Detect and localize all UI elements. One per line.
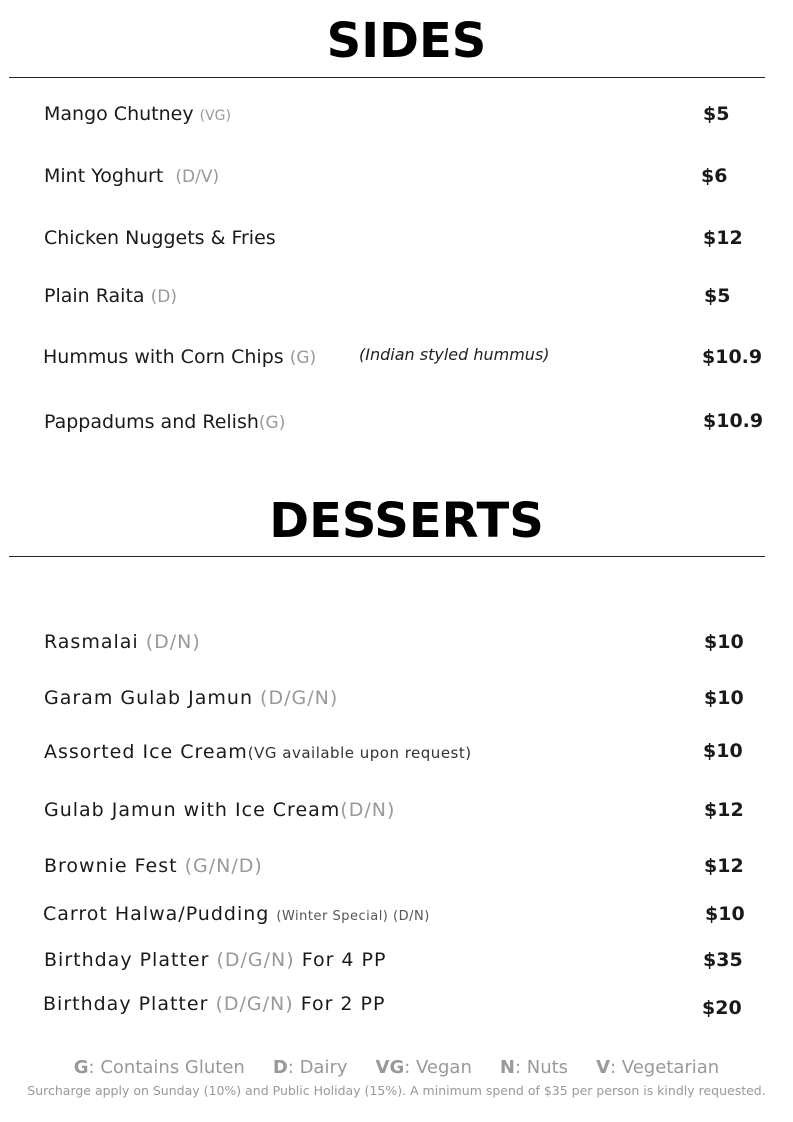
item-price: $10: [704, 687, 744, 709]
item-price: $10.9: [702, 346, 763, 368]
dietary-tag: (D/N): [340, 799, 396, 821]
item-name: Hummus with Corn Chips: [43, 346, 284, 368]
menu-item-mint-yoghurt: [0, 164, 793, 200]
dietary-tag: (D): [150, 287, 177, 307]
item-name: Chicken Nuggets & Fries: [44, 227, 276, 249]
menu-item-garam-gulab-jamun: [0, 686, 793, 722]
menu-item-gulab-jamun-ice-cream: [0, 798, 793, 834]
dietary-tag: (D/G/N): [216, 949, 295, 971]
item-name: Mint Yoghurt: [44, 165, 164, 187]
dietary-tag: (G/N/D): [184, 855, 263, 877]
desserts-divider: [9, 556, 765, 557]
item-name: Rasmalai: [44, 631, 139, 653]
item-suffix: For 4 PP: [301, 949, 387, 971]
item-price: $10: [703, 740, 743, 762]
item-price: $5: [704, 285, 731, 307]
surcharge-footnote: Surcharge apply on Sunday (10%) and Public Holiday (15%). A minimum spend of $35 per person is kindly requested.: [27, 1083, 766, 1098]
menu-item-pappadums: [0, 410, 793, 446]
item-price: $20: [702, 997, 742, 1019]
item-price: $10: [704, 631, 744, 653]
legend-dairy: D: Dairy: [272, 1057, 348, 1078]
sides-divider: [9, 77, 765, 78]
item-price: $12: [703, 227, 743, 249]
dietary-tag: (G): [289, 348, 317, 368]
item-note: (Indian styled hummus): [359, 345, 550, 364]
legend-nuts: N: Nuts: [499, 1057, 569, 1078]
item-name: Assorted Ice Cream: [44, 741, 248, 763]
item-name: Garam Gulab Jamun: [44, 687, 253, 709]
menu-item-brownie-fest: [0, 854, 793, 890]
dietary-tag: (VG): [199, 108, 231, 124]
dietary-tag: (VG available upon request): [247, 744, 472, 762]
dietary-tag: (G): [258, 413, 286, 433]
item-price: $10.9: [703, 410, 764, 432]
item-name: Birthday Platter: [43, 993, 209, 1015]
item-price: $10: [705, 903, 745, 925]
menu-item-assorted-ice-cream: [0, 740, 793, 776]
item-name: Brownie Fest: [44, 855, 178, 877]
item-name: Mango Chutney: [44, 103, 194, 125]
menu-item-carrot-halwa: [0, 902, 793, 938]
dietary-tag: (Winter Special) (D/N): [276, 909, 430, 924]
menu-item-chicken-nuggets: [0, 226, 793, 262]
item-price: $35: [703, 949, 743, 971]
menu-item-birthday-platter-4: [0, 948, 793, 984]
desserts-title: DESSERTS: [269, 493, 544, 549]
sides-title: SIDES: [326, 13, 487, 69]
item-price: $5: [703, 103, 730, 125]
dietary-tag: (D/N): [145, 631, 201, 653]
menu-item-birthday-platter-2: [0, 992, 793, 1028]
legend-vegan: VG: Vegan: [375, 1057, 472, 1078]
dietary-tag: (D/G/N): [260, 687, 339, 709]
menu-item-hummus: [0, 344, 793, 380]
item-suffix: For 2 PP: [300, 993, 386, 1015]
menu-item-plain-raita: [0, 284, 793, 320]
item-price: $12: [704, 799, 744, 821]
item-name: Pappadums and Relish: [44, 411, 259, 433]
item-name: Birthday Platter: [44, 949, 210, 971]
menu-item-rasmalai: [0, 630, 793, 666]
legend-gluten: G: Contains Gluten: [73, 1057, 245, 1078]
item-name: Plain Raita: [44, 285, 145, 307]
menu-item-mango-chutney: [0, 102, 793, 138]
item-price: $12: [704, 855, 744, 877]
item-name: Gulab Jamun with Ice Cream: [44, 799, 341, 821]
item-price: $6: [701, 165, 728, 187]
dietary-tag: (D/V): [175, 167, 220, 187]
item-name: Carrot Halwa/Pudding: [43, 903, 270, 925]
dietary-legend: [0, 1057, 793, 1078]
legend-vegetarian: V: Vegetarian: [596, 1057, 720, 1078]
dietary-tag: (D/G/N): [215, 993, 294, 1015]
